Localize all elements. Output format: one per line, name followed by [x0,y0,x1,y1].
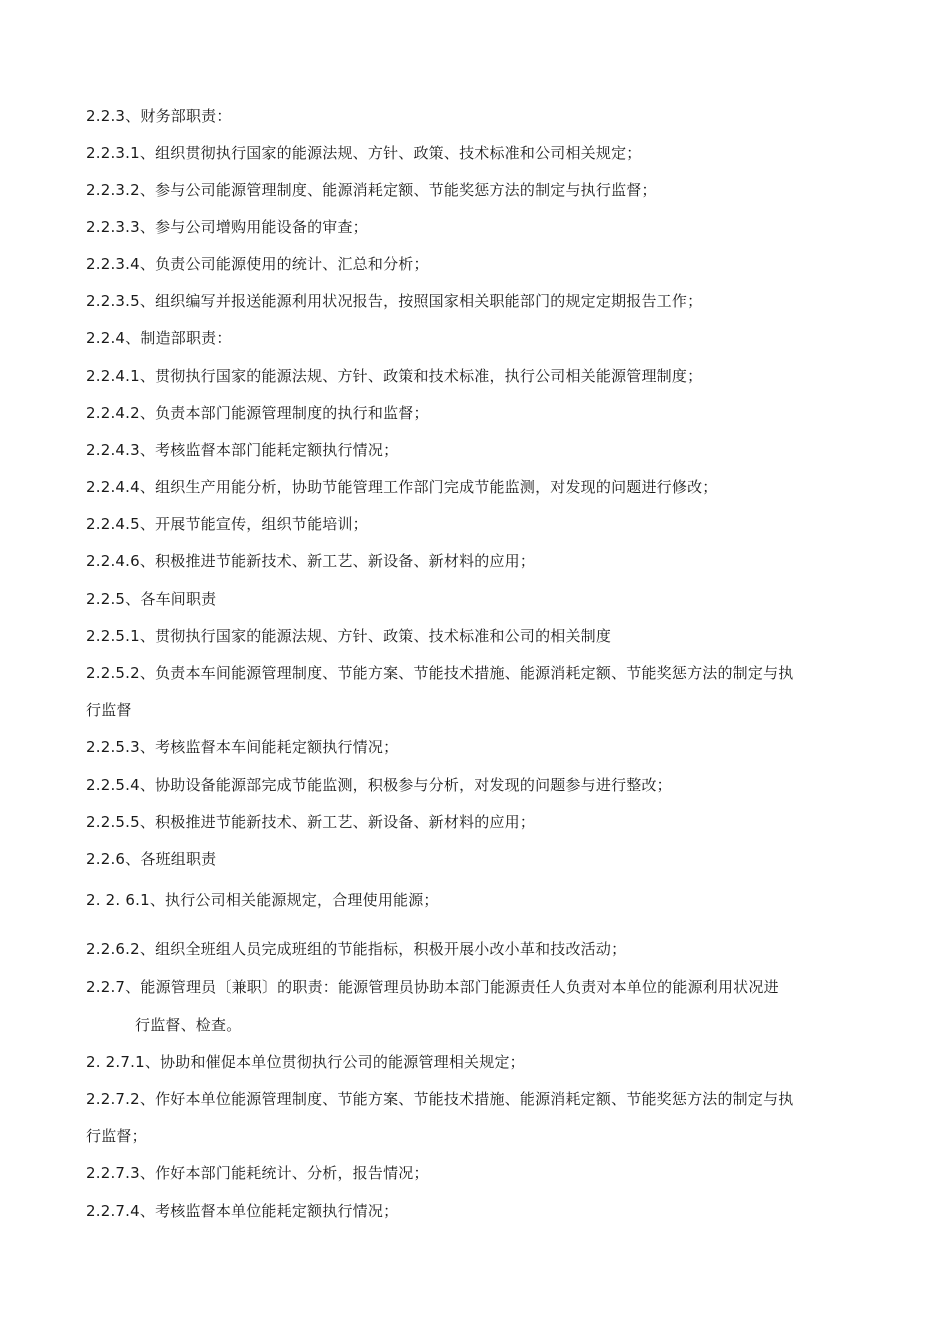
paragraph-2-2-4-5: 2.2.4.5、开展节能宣传，组织节能培训； [86,515,368,533]
paragraph-2-2-5-3: 2.2.5.3、考核监督本车间能耗定额执行情况； [86,738,399,756]
paragraph-2-2-4-6: 2.2.4.6、积极推进节能新技术、新工艺、新设备、新材料的应用； [86,552,536,570]
paragraph-2-2-7-4: 2.2.7.4、考核监督本单位能耗定额执行情况； [86,1202,399,1220]
section-2-2-7-continuation: 行监督、检查。 [135,1016,242,1034]
paragraph-2-2-4-4: 2.2.4.4、组织生产用能分析，协助节能管理工作部门完成节能监测，对发现的问题进行修改； [86,478,718,496]
paragraph-2-2-5-2-continuation: 行监督 [86,701,132,719]
paragraph-2-2-4-3: 2.2.4.3、考核监督本部门能耗定额执行情况； [86,441,399,459]
paragraph-2-2-7-3: 2.2.7.3、作好本部门能耗统计、分析，报告情况； [86,1164,429,1182]
paragraph-2-2-5-4: 2.2.5.4、协助设备能源部完成节能监测，积极参与分析，对发现的问题参与进行整改； [86,776,672,794]
paragraph-2-2-5-5: 2.2.5.5、积极推进节能新技术、新工艺、新设备、新材料的应用； [86,813,536,831]
section-heading-2-2-3: 2.2.3、财务部职责： [86,107,232,125]
paragraph-2-2-3-1: 2.2.3.1、组织贯彻执行国家的能源法规、方针、政策、技术标准和公司相关规定； [86,144,642,162]
section-heading-2-2-6: 2.2.6、各班组职责 [86,850,217,868]
paragraph-2-2-7-2-continuation: 行监督； [86,1127,147,1145]
paragraph-2-2-7-1: 2. 2.7.1、协助和催促本单位贯彻执行公司的能源管理相关规定； [86,1053,525,1071]
paragraph-2-2-6-1: 2. 2. 6.1、执行公司相关能源规定，合理使用能源； [86,891,439,909]
paragraph-2-2-3-3: 2.2.3.3、参与公司增购用能设备的审查； [86,218,368,236]
section-heading-2-2-4: 2.2.4、制造部职责： [86,329,232,347]
paragraph-2-2-3-5: 2.2.3.5、组织编写并报送能源利用状况报告，按照国家相关职能部门的规定定期报告工作； [86,292,703,310]
paragraph-2-2-7-2: 2.2.7.2、作好本单位能源管理制度、节能方案、节能技术措施、能源消耗定额、节能奖惩方法的制定与执 [86,1090,794,1108]
paragraph-2-2-5-1: 2.2.5.1、贯彻执行国家的能源法规、方针、政策、技术标准和公司的相关制度 [86,627,612,645]
paragraph-2-2-6-2: 2.2.6.2、组织全班组人员完成班组的节能指标，积极开展小改小革和技改活动； [86,940,627,958]
section-heading-2-2-5: 2.2.5、各车间职责 [86,590,217,608]
paragraph-2-2-3-4: 2.2.3.4、负责公司能源使用的统计、汇总和分析； [86,255,429,273]
section-heading-2-2-7: 2.2.7、能源管理员〔兼职〕的职责：能源管理员协助本部门能源责任人负责对本单位的能源利用状况进 [86,978,779,996]
paragraph-2-2-4-2: 2.2.4.2、负责本部门能源管理制度的执行和监督； [86,404,429,422]
paragraph-2-2-3-2: 2.2.3.2、参与公司能源管理制度、能源消耗定额、节能奖惩方法的制定与执行监督； [86,181,657,199]
paragraph-2-2-5-2: 2.2.5.2、负责本车间能源管理制度、节能方案、节能技术措施、能源消耗定额、节能奖惩方法的制定与执 [86,664,794,682]
paragraph-2-2-4-1: 2.2.4.1、贯彻执行国家的能源法规、方针、政策和技术标准，执行公司相关能源管理制度； [86,367,703,385]
